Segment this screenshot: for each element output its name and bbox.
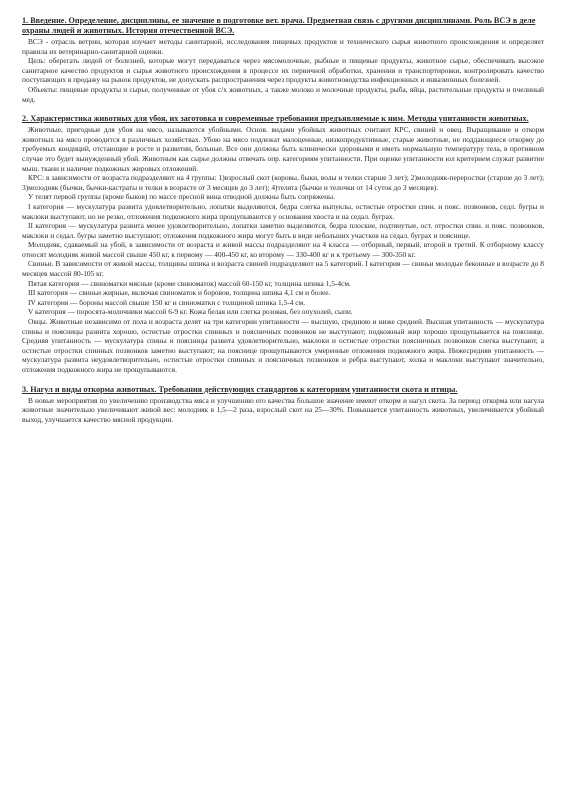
paragraph: V категория — поросята-молочники массой 6-9 кг. Кожа белая или слегка розовая, без опухолей, сыпи.	[28, 307, 353, 317]
paragraph: IV категория — бороны массой свыше 150 кг и свиноматки с толщиной шпика 1,5-4 см.	[28, 297, 306, 307]
paragraph: Пятая категория — свиноматки мясные (кроме свиноматок) массой 60-150 кг, толщина шпика 1,5-4см.	[28, 278, 351, 288]
paragraph: II категория — мускулатура развита менее удовлетворительно, лопатки заметно выделяются, бедра плоские, подтянутые, ост. отростки спин. и пояс. позвонков, маклоки и седал. бугры заметно выступают; отложения подкожного жира могут быть в виде небольших участков на седал. буграх и пояснице.	[22, 221, 544, 240]
paragraph: Свиньи. В зависимости от живой массы, толщины шпика и возраста свиней подразделяют на 5 категорий. I категория — свиньи молодые беконные в возрасте до 8 месяцев массой 80-105 кг.	[22, 259, 544, 279]
section-heading: 3. Нагул и виды откорма животных. Требования действующих стандартов к категориям упитанности скота и птицы.	[22, 384, 458, 394]
paragraph: Молодняк, сдаваемый на убой, в зависимости от возраста и живой массы подразделяют на 4 класса — отборный, первый, второй и третий. К отборному классу относят молодняк живой массой свыше 450 кг, к первому — 400-450 кг, ко второму — 330-400 кг и к третьему — 300-350 кг.	[22, 240, 544, 259]
paragraph: Овцы. Животные независимо от пола и возраста делят на три категории упитанности — высшую, среднюю и ниже средней. Высшая упитанность — мускулатура спины и поясницы развита хорошо, остистые отростки спинных и поясничных позвонков не выступают; подкожный жир хорошо прощупывается на пояснице. Средняя упитанность — мускулатура спины и поясницы развита удовлетворительно, маклоки и остистые отростки поясничных позвонков слегка выступают, а остистые отростки спинных позвонков заметно выступают; на пояснице прощупываются умеренные отложения подкожного жира. Нижесредняя упитанность — мускулатура развита неудовлетворительно, остистые отростки спинных и поясничных позвонков и ребра выступают, холка и маклоки выступают значительно, отложения подкожного жира не прощупываются.	[22, 317, 544, 374]
section-heading: 2. Характеристика животных для убоя, их заготовка и современные требования предъявляемые к ним. Методы упитанности животных.	[22, 114, 529, 124]
section-2	[22, 114, 544, 374]
section-3	[22, 385, 544, 425]
paragraph: Объекты: пищевые продукты и сырье, полученные от убоя с/х животных, а также молоко и молочные продукты, рыба, яйца, растительные продукты и пчелиный мед.	[22, 84, 544, 104]
section-heading: 1. Введение. Определение, дисциплины, ее значение в подготовке вет. врача. Предметная связь с другими дисциплинами. Роль ВСЭ в деле охраны людей и животных. История отечественной ВСЭ.	[22, 16, 536, 35]
paragraph: III категория — свиньи жирные, включая свиноматок и боровов, толщина шпика 4,1 см и более.	[28, 288, 331, 298]
paragraph: Цель: оберегать людей от болезней, которые могут передаваться через мясомолочные, рыбные и пищевые продукты, животное сырье, обеспечивать высокое санитарное качество продуктов и сырья животного происхождения в процессе их первичной обработки, хранения и транспортировки, контролировать качество поступающих в продажу на рынок продуктов, не допускать распространения через продукты животноводства инфекционных и инвазионных болезней.	[22, 56, 544, 85]
paragraph: I категория — мускулатура развита удовлетворительно, лопатки выделяются, бедра слегка выпуклы, остистые отростки спин. и пояс. позвонков, седл. бугры и маклоки выступают, но не резко, отложения подкожного жира прощупываются у основания хвоста и на седал. буграх.	[22, 201, 544, 221]
paragraph: Животные, пригодные для убоя на мясо, называются убойными. Основ. видами убойных животных считают КРС, свиней и овец. Выращивание и откорм животных на мясо проводится в различных хозяйствах. Убою на мясо подлежат малоценные, низкопродуктивные, старые животные, не поддающиеся откорму до требуемых кондиций, отстающие в росте и развитии, больные. Все они должны быть клинически здоровыми и иметь нормальную температуру тела, в противном случае это будет вынужденный убой. Животным как сырье должны отвечать опр. категориям упитанности. При оценке упитанности юл критерием служат развитие мыш. ткани и наличие подкожных жировых отложений.	[22, 125, 544, 173]
paragraph: У телят первой группы (кроме быков) по массе пресной вина отводной должны быть сопряжены.	[28, 192, 335, 202]
section-1	[22, 16, 544, 104]
paragraph: ВСЭ - отрасль ветрин, которая изучает методы санитарной, исследования пищевых продуктов и технического сырья животного происхождения и определяет правила их ветеринарно-санитарной оценки.	[22, 37, 544, 56]
paragraph: КРС: в зависимости от возраста подразделяют на 4 группы: 1)взрослый скот (коровы, быки, волы и телки старше 3 лет); 2)молодняк-переростки (старше до 3 лет); 3)молодняк (бычки, бычки-кастраты и телки в возрасте от 3 месяцев до 3 лет); 4)телята (бычки и телочки от 14 суток до 3 месяцев).	[22, 173, 544, 192]
paragraph: В новые мероприятия по увеличению производства мяса и улучшению его качества большое значение имеют откорм и нагул скота. За период откорма или нагула животные значительно увеличивают живой вес: молодняк в 1,5—2 раза, взрослый скот на 25—30%. Повышается упитанность животных, увеличивается убойный выход, улучшается качество мясной продукции.	[22, 395, 544, 424]
